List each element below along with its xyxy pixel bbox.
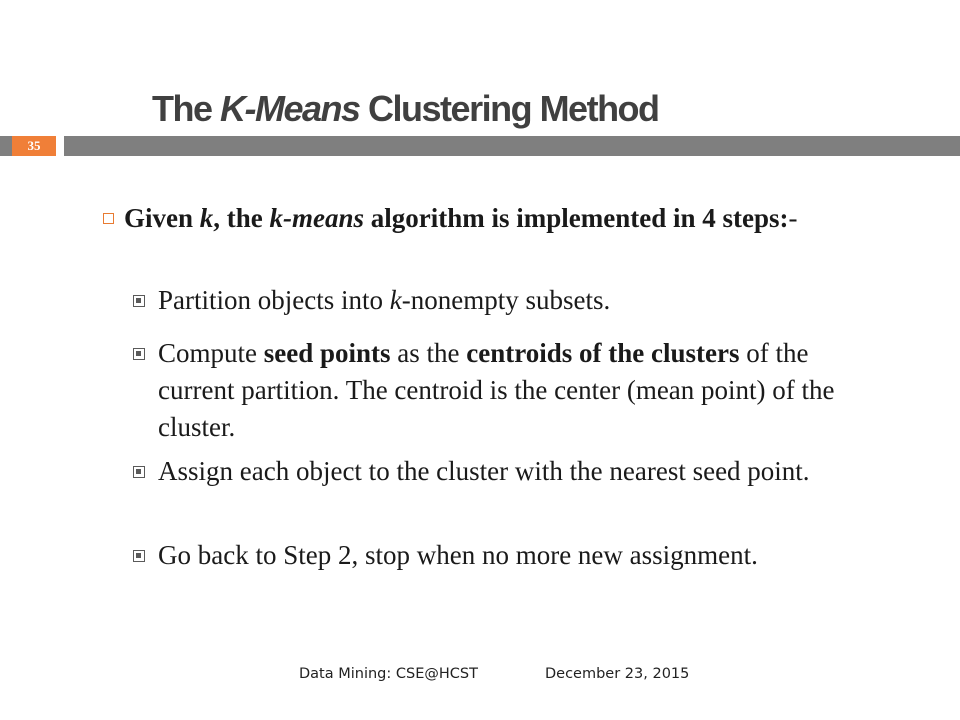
header-bar-right (64, 136, 960, 156)
filled-square-bullet-icon (133, 295, 145, 307)
square-bullet-icon (103, 213, 114, 224)
step-text-part: Compute (158, 338, 264, 368)
slide-number: 35 (12, 136, 56, 156)
main-bullet-part: , the (213, 203, 270, 233)
step-text-part: as the (390, 338, 467, 368)
step-3-text: Assign each object to the cluster with the nearest seed point. (158, 456, 810, 486)
header-bar-left (0, 136, 12, 156)
step-text-k: k (389, 285, 402, 315)
step-text-bold: seed points (263, 338, 391, 368)
main-bullet-k: k (199, 203, 214, 233)
step-2-text (158, 335, 878, 446)
footer-course: Data Mining: CSE@HCST (299, 666, 478, 682)
main-bullet-part: Given (124, 203, 200, 233)
title-suffix: Clustering Method (359, 88, 659, 129)
main-bullet-text (124, 200, 844, 237)
filled-square-bullet-icon (133, 348, 145, 360)
step-4-text: Go back to Step 2, stop when no more new assignment. (158, 540, 758, 570)
filled-square-bullet-icon (133, 550, 145, 562)
title-prefix: The (152, 88, 221, 129)
slide-title (152, 86, 659, 132)
step-1-text (158, 282, 878, 319)
footer-date: December 23, 2015 (545, 666, 690, 682)
step-text-part: -nonempty subsets. (401, 285, 611, 315)
main-bullet-part: algorithm is implemented in 4 steps: (364, 203, 789, 233)
step-text-bold: centroids of the clusters (466, 338, 740, 368)
filled-square-bullet-icon (133, 466, 145, 478)
main-bullet-part: - (788, 203, 798, 233)
step-text-part: of the current partition. The centroid is the center (mean point) of the cluster. (158, 338, 835, 442)
step-text-part: Partition objects into (158, 285, 390, 315)
main-bullet-kmeans: k-means (269, 203, 365, 233)
title-italic: K-Means (220, 88, 360, 129)
